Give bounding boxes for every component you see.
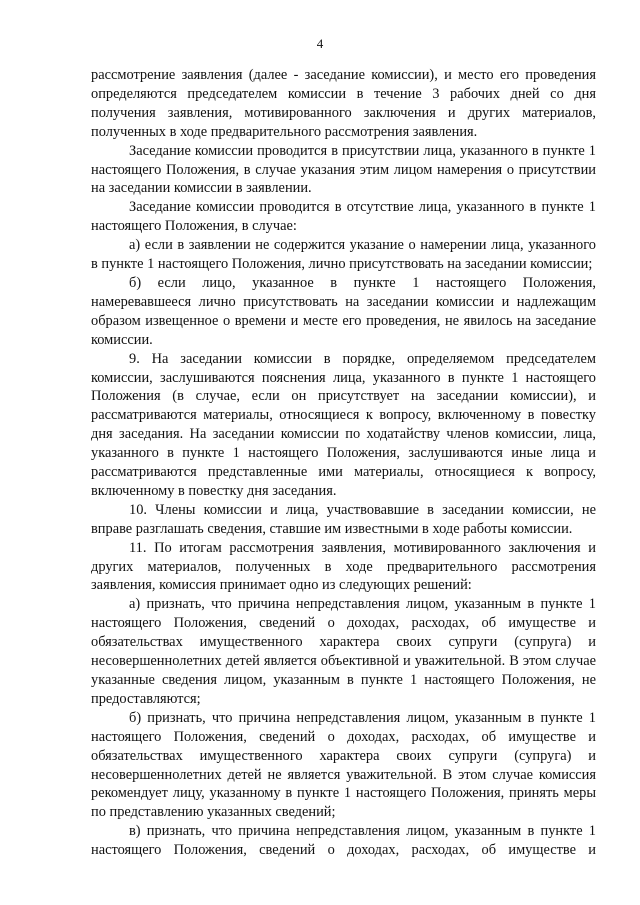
page-number: 4 bbox=[316, 36, 324, 51]
paragraph-decision-v: в) признать, что причина непредставления лицом, указанным в пункте 1 настоящего Положения, сведений о доходах, расходах, об имуществе и bbox=[91, 823, 596, 859]
paragraph-item-b: б) если лицо, указанное в пункте 1 настоящего Положения, намеревавшееся лично присутствовать на заседании комиссии и надлежащим образом извещенное о времени и месте его проведения, не явилось на заседание комиссии. bbox=[91, 274, 596, 348]
paragraph-decision-a: а) признать, что причина непредставления лицом, указанным в пункте 1 настоящего Положения, сведений о доходах, расходах, об имуществе и обязательствах имущественного характера своих супруги (супруга) и несовершеннолетних детей является объективной и уважительной. В этом случае указанные сведения лицом, указанным в пункте 1 настоящего Положения, не предоставляются; bbox=[91, 596, 596, 707]
paragraph-decision-b: б) признать, что причина непредставления лицом, указанным в пункте 1 настоящего Положения, сведений о доходах, расходах, об имуществе и обязательствах имущественного характера своих супруги (супруга) и несовершеннолетних детей не является уважительной. В этом случае комиссия рекомендует лицу, указанному в пункте 1 настоящего Положения, принять меры по представлению указанных сведений; bbox=[91, 709, 596, 821]
paragraph-clause-10: 10. Члены комиссии и лица, участвовавшие в заседании комиссии, не вправе разглашать сведения, ставшие им известными в ходе работы комиссии. bbox=[91, 501, 596, 537]
paragraph-meeting-absence: Заседание комиссии проводится в отсутствие лица, указанного в пункте 1 настоящего Положения, в случае: bbox=[91, 199, 596, 235]
document-body bbox=[91, 66, 596, 860]
paragraph-item-a: а) если в заявлении не содержится указание о намерении лица, указанного в пункте 1 настоящего Положения, лично присутствовать на заседании комиссии; bbox=[91, 237, 596, 273]
paragraph-meeting-presence: Заседание комиссии проводится в присутствии лица, указанного в пункте 1 настоящего Положения, в случае указания этим лицом намерения о присутствии на заседании комиссии в заявлении. bbox=[91, 142, 596, 197]
paragraph-continuation: рассмотрение заявления (далее - заседание комиссии), и место его проведения определяются председателем комиссии в течение 3 рабочих дней со дня получения заявления, мотивированного заключения и других материалов, полученных в ходе предварительного рассмотрения заявления. bbox=[91, 67, 596, 140]
paragraph-clause-9: 9. На заседании комиссии в порядке, определяемом председателем комиссии, заслушиваются пояснения лица, указанного в пункте 1 настоящего Положения (в случае, если он присутствует на заседании комиссии), и рассматриваются материалы, относящиеся к вопросу, включенному в повестку дня заседания. На заседании комиссии по ходатайству членов комиссии, лица, указанного в пункте 1 настоящего Положения, заслушиваются иные лица и рассматриваются представленные ими материалы, относящиеся к вопросу, включенному в повестку дня заседания. bbox=[91, 350, 596, 499]
paragraph-clause-11: 11. По итогам рассмотрения заявления, мотивированного заключения и других материалов, полученных в ходе предварительного рассмотрения заявления, комиссия принимает одно из следующих решений: bbox=[91, 539, 596, 594]
